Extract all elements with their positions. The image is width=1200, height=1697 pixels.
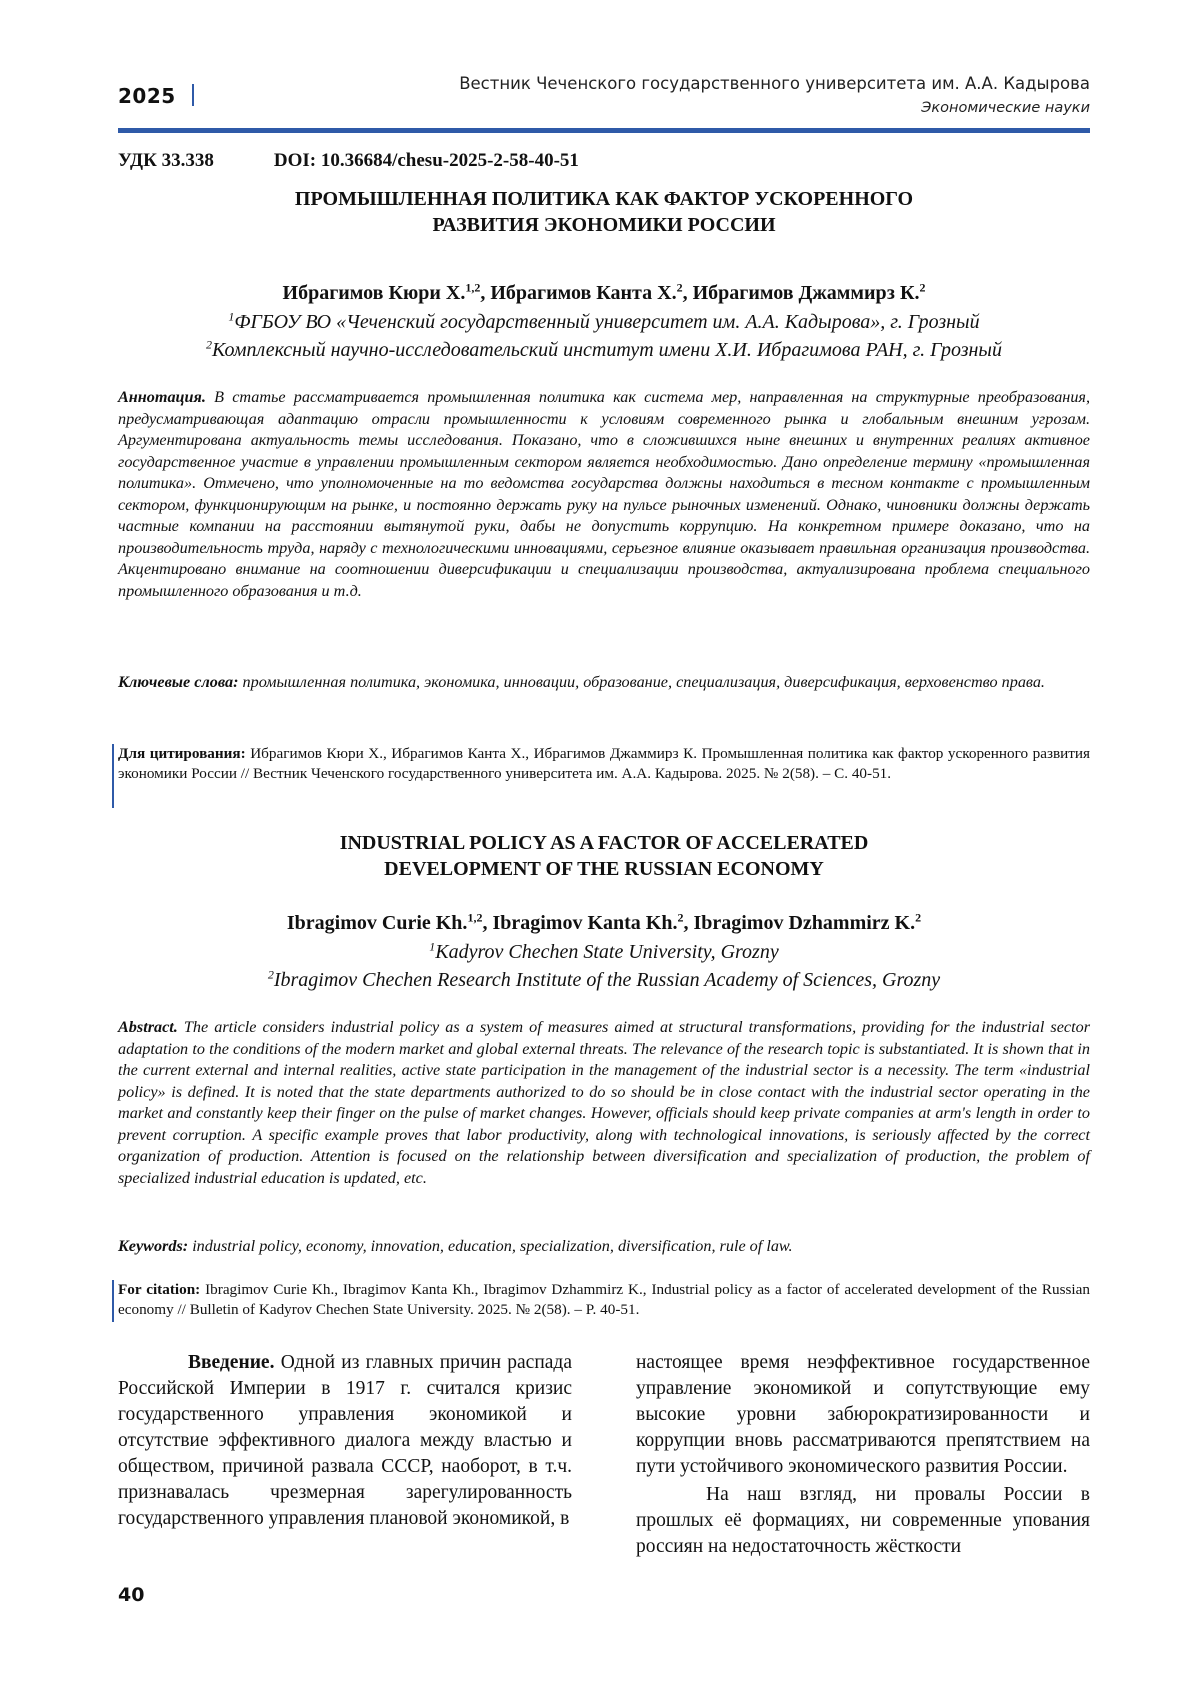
ru-authors [118,282,1090,305]
en-author-2: Ibragimov Kanta Kh. [492,912,677,934]
ru-author-1-sup: 1,2 [465,280,480,294]
ru-citation-text: Ибрагимов Кюри Х., Ибрагимов Канта Х., Ибрагимов Джаммирз К. Промышленная политика как фактор ускоренного развития экономики России // Вестник Чеченского государственного университета им. А.А. Кадырова. 2025. № 2(58). – С. 40-51. [118,745,1090,782]
en-affil-1-sup: 1 [429,939,435,953]
separator: , [683,282,693,304]
udk-doi-line [118,150,579,172]
en-citation [118,1280,1090,1320]
ru-abstract-label: Аннотация. [118,388,206,406]
ru-keywords [118,672,1090,694]
en-abstract-label: Abstract. [118,1018,178,1036]
separator: , [482,912,492,934]
journal-title: Вестник Чеченского государственного университета им. А.А. Кадырова [459,74,1090,93]
en-citation-text: Ibragimov Curie Kh., Ibragimov Kanta Kh., Ibragimov Dzhammirz K., Industrial policy as a factor of accelerated development of the Russian economy // Bulletin of Kadyrov Chechen State University. 2025. № 2(58). – P. 40-51. [118,1281,1090,1318]
ru-citation-label: Для цитирования: [118,745,246,762]
right-paragraph-1: настоящее время неэффективное государственное управление экономикой и сопутствующие ему высокие уровни забюрократизированности и коррупции вновь рассматриваются препятствием на пути устойчивого экономического развития России. [636,1350,1090,1480]
ru-abstract-text: В статье рассматривается промышленная политика как система мер, направленная на структурные преобразования, предусматривающая адаптацию отрасли промышленности к условиям современного рынка и глобальным внешним угрозам. Аргументирована актуальность темы исследования. Показано, что в сложившихся ныне внешних и внутренних реалиях активное государственное участие в управлении промышленным сектором является необходимостью. Дано определение термину «промышленная политика». Отмечено, что уполномоченные на то ведомства государства должны находиться в тесном контакте с промышленным сектором, функционирующим на рынке, и постоянно держать руку на пульсе рыночных изменений. Однако, чиновники должны держать частные компании на расстоянии вытянутой руки, дабы не допустить коррупцию. На конкретном примере доказано, что на производительность труда, наряду с технологическими инновациями, серьезное влияние оказывает правильная организация производства. Акцентировано внимание на соотношении диверсификации и специализации производства, актуализирована проблема специального промышленного образования и т.д. [118,388,1090,600]
intro-paragraph [118,1350,572,1532]
ru-title-line-1: ПРОМЫШЛЕННАЯ ПОЛИТИКА КАК ФАКТОР УСКОРЕННОГО [118,186,1090,212]
ru-affiliations [118,308,1090,364]
ru-affil-2-sup: 2 [206,337,212,351]
en-keywords-text: industrial policy, economy, innovation, education, specialization, diversification, rule of law. [188,1237,792,1255]
en-author-1: Ibragimov Curie Kh. [287,912,468,934]
separator: , [683,912,693,934]
ru-affiliation-1 [118,308,1090,336]
ru-affil-1-sup: 1 [228,309,234,323]
right-paragraph-2: На наш взгляд, ни провалы России в прошлых её формациях, ни современные упования россиян на недостаточность жёсткости [636,1482,1090,1560]
ru-affil-1-text: ФГБОУ ВО «Чеченский государственный университет им. А.А. Кадырова», г. Грозный [234,311,979,333]
journal-section: Экономические науки [921,100,1090,116]
en-title-line-1: INDUSTRIAL POLICY AS A FACTOR OF ACCELERATED [118,830,1090,856]
doi: DOI: 10.36684/chesu-2025-2-58-40-51 [274,150,579,171]
ru-keywords-label: Ключевые слова: [118,673,238,691]
en-title-line-2: DEVELOPMENT OF THE RUSSIAN ECONOMY [118,856,1090,882]
header-rule [118,128,1090,133]
en-abstract [118,1017,1090,1189]
ru-abstract [118,387,1090,602]
ru-author-3-sup: 2 [919,280,925,294]
body-right-column [636,1350,1090,1560]
header-divider [192,84,194,106]
ru-author-3: Ибрагимов Джаммирз К. [693,282,920,304]
en-citation-label: For citation: [118,1281,200,1298]
intro-text: Одной из главных причин распада Российской Империи в 1917 г. считался кризис государственного управления экономикой и отсутствие эффективного диалога между властью и обществом, причиной развала СССР, наоборот, в т.ч. признавалась чрезмерная зарегулированность государственного управления плановой экономикой, в [118,1352,572,1529]
en-title [118,830,1090,882]
en-affil-2-text: Ibragimov Chechen Research Institute of the Russian Academy of Sciences, Grozny [274,969,940,991]
en-affiliation-2 [118,966,1090,994]
en-abstract-text: The article considers industrial policy as a system of measures aimed at structural transformations, providing for the industrial sector adaptation to the conditions of the modern market and global external threats. The relevance of the research topic is substantiated. It is shown that in the current external and internal realities, active state participation in the management of the industrial sector is a necessity. The term «industrial policy» is defined. It is noted that the state departments authorized to do so should be in close contact with the industrial sector operating in the market and constantly keep their finger on the pulse of market changes. However, officials should keep private companies at arm's length in order to prevent corruption. A specific example proves that labor productivity, along with technological innovations, is seriously affected by the correct organization of production. Attention is focused on the relationship between diversification and specialization of production, the problem of specialized industrial education is updated, etc. [118,1018,1090,1187]
en-author-1-sup: 1,2 [467,910,482,924]
ru-citation [118,744,1090,784]
en-author-3: Ibragimov Dzhammirz K. [693,912,915,934]
body-left-column [118,1350,572,1532]
intro-label: Введение. [188,1352,274,1373]
en-affiliation-1 [118,938,1090,966]
separator: , [480,282,490,304]
ru-author-1: Ибрагимов Кюри Х. [283,282,466,304]
en-authors [118,912,1090,935]
en-affil-2-sup: 2 [268,967,274,981]
ru-title [118,186,1090,238]
ru-title-line-2: РАЗВИТИЯ ЭКОНОМИКИ РОССИИ [118,212,1090,238]
page-number: 40 [118,1584,144,1606]
ru-affil-2-text: Комплексный научно-исследовательский институт имени Х.И. Ибрагимова РАН, г. Грозный [212,339,1002,361]
en-citation-bar [112,1280,114,1322]
ru-author-2-sup: 2 [677,280,683,294]
en-author-2-sup: 2 [677,910,683,924]
en-author-3-sup: 2 [915,910,921,924]
udk: УДК 33.338 [118,150,214,171]
en-affiliations [118,938,1090,994]
ru-citation-bar [112,744,114,808]
en-affil-1-text: Kadyrov Chechen State University, Grozny [435,941,778,963]
ru-author-2: Ибрагимов Канта Х. [490,282,676,304]
header-year: 2025 [118,84,176,108]
ru-affiliation-2 [118,336,1090,364]
ru-keywords-text: промышленная политика, экономика, инновации, образование, специализация, диверсификация, верховенство права. [238,673,1045,691]
en-keywords-label: Keywords: [118,1237,188,1255]
en-keywords [118,1236,1090,1258]
